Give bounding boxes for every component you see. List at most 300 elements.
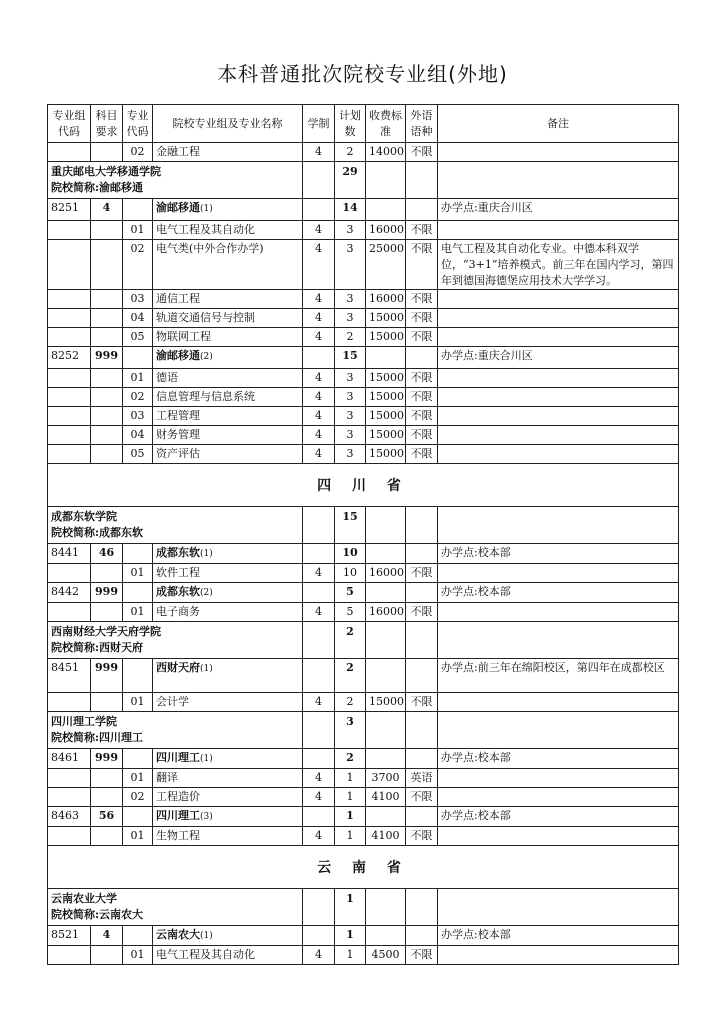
table-cell: 翻译 bbox=[153, 769, 303, 788]
page-title: 本科普通批次院校专业组(外地) bbox=[217, 62, 508, 86]
table-cell bbox=[438, 507, 679, 544]
province-title: 四 川 省 bbox=[48, 464, 679, 507]
table-cell bbox=[366, 544, 406, 564]
table-cell bbox=[406, 162, 438, 199]
table-row bbox=[48, 143, 679, 162]
table-cell: 4 bbox=[303, 328, 335, 347]
table-cell: 4 bbox=[303, 407, 335, 426]
table-cell bbox=[406, 889, 438, 926]
school-abbr: 院校简称:渝邮移通 bbox=[51, 181, 144, 194]
table-cell: 不限 bbox=[406, 240, 438, 290]
table-cell bbox=[406, 544, 438, 564]
table-cell: 15000 bbox=[366, 445, 406, 464]
table-cell bbox=[303, 926, 335, 946]
table-cell: 成都东软(1) bbox=[153, 544, 303, 564]
table-cell bbox=[406, 712, 438, 749]
table-cell bbox=[123, 749, 153, 769]
table-cell bbox=[366, 507, 406, 544]
table-cell: 3 bbox=[335, 445, 366, 464]
table-cell bbox=[91, 309, 123, 328]
table-cell bbox=[438, 564, 679, 583]
table-cell bbox=[303, 583, 335, 603]
table-cell: 不限 bbox=[406, 788, 438, 807]
table-cell: 16000 bbox=[366, 221, 406, 240]
table-cell bbox=[366, 347, 406, 369]
table-cell: 会计学 bbox=[153, 693, 303, 712]
major-row bbox=[48, 426, 679, 445]
table-cell: 4 bbox=[303, 426, 335, 445]
table-cell bbox=[438, 143, 679, 162]
table-cell: 4 bbox=[303, 445, 335, 464]
table-cell: 4 bbox=[303, 143, 335, 162]
table-cell bbox=[91, 407, 123, 426]
table-cell: 15000 bbox=[366, 426, 406, 445]
table-cell bbox=[303, 507, 335, 544]
table-cell: 不限 bbox=[406, 407, 438, 426]
table-cell bbox=[406, 507, 438, 544]
table-cell: 15000 bbox=[366, 407, 406, 426]
table-cell bbox=[48, 889, 303, 926]
table-cell: 10 bbox=[335, 544, 366, 564]
major-row bbox=[48, 240, 679, 290]
table-cell: 办学点:校本部 bbox=[438, 544, 679, 564]
table-cell: 工程造价 bbox=[153, 788, 303, 807]
table-cell: 3 bbox=[335, 221, 366, 240]
table-cell: 办学点:前三年在绵阳校区，第四年在成都校区 bbox=[438, 659, 679, 693]
table-cell: 15000 bbox=[366, 693, 406, 712]
province-row bbox=[48, 464, 679, 507]
table-cell: 物联网工程 bbox=[153, 328, 303, 347]
major-row bbox=[48, 603, 679, 622]
table-cell: 01 bbox=[123, 827, 153, 846]
table-cell: 8442 bbox=[48, 583, 91, 603]
table-cell: 15000 bbox=[366, 328, 406, 347]
table-cell bbox=[303, 889, 335, 926]
table-cell bbox=[438, 603, 679, 622]
table-cell: 不限 bbox=[406, 221, 438, 240]
group-row bbox=[48, 807, 679, 827]
admission-table bbox=[47, 104, 679, 965]
table-cell: 03 bbox=[123, 290, 153, 309]
table-cell: 01 bbox=[123, 693, 153, 712]
table-cell bbox=[303, 659, 335, 693]
table-cell bbox=[91, 769, 123, 788]
table-cell: 14 bbox=[335, 199, 366, 221]
table-cell: 8463 bbox=[48, 807, 91, 827]
school-abbr: 院校简称:成都东软 bbox=[51, 526, 144, 539]
major-row bbox=[48, 788, 679, 807]
table-cell: 工程管理 bbox=[153, 407, 303, 426]
major-row bbox=[48, 290, 679, 309]
header-plan: 计划数 bbox=[335, 105, 366, 143]
table-cell bbox=[406, 199, 438, 221]
table-cell: 资产评估 bbox=[153, 445, 303, 464]
table-cell: 办学点:校本部 bbox=[438, 926, 679, 946]
table-cell bbox=[438, 445, 679, 464]
header-note: 备注 bbox=[438, 105, 679, 143]
table-cell bbox=[438, 693, 679, 712]
table-cell: 电气工程及其自动化专业。中德本科双学位，“3+1”培养模式。前三年在国内学习，第四年到德国海德堡应用技术大学学习。 bbox=[438, 240, 679, 290]
table-cell: 金融工程 bbox=[153, 143, 303, 162]
table-cell bbox=[91, 564, 123, 583]
table-cell: 4 bbox=[303, 240, 335, 290]
table-cell: 办学点:重庆合川区 bbox=[438, 347, 679, 369]
table-cell bbox=[48, 240, 91, 290]
header-group-code: 专业组代码 bbox=[48, 105, 91, 143]
table-cell bbox=[406, 347, 438, 369]
school-name: 西南财经大学天府学院 bbox=[51, 625, 161, 638]
table-cell bbox=[91, 788, 123, 807]
header-fee: 收费标准 bbox=[366, 105, 406, 143]
table-cell bbox=[438, 388, 679, 407]
table-cell: 15000 bbox=[366, 369, 406, 388]
table-cell: 4 bbox=[303, 221, 335, 240]
table-cell bbox=[366, 659, 406, 693]
group-row bbox=[48, 926, 679, 946]
table-cell: 04 bbox=[123, 309, 153, 328]
table-cell bbox=[406, 583, 438, 603]
group-row bbox=[48, 544, 679, 564]
header-major-code: 专业代码 bbox=[123, 105, 153, 143]
major-row bbox=[48, 769, 679, 788]
table-cell: 16000 bbox=[366, 603, 406, 622]
table-cell bbox=[438, 407, 679, 426]
table-cell: 1 bbox=[335, 827, 366, 846]
table-cell: 04 bbox=[123, 426, 153, 445]
header-subject: 科目要求 bbox=[91, 105, 123, 143]
table-cell bbox=[123, 544, 153, 564]
table-cell: 英语 bbox=[406, 769, 438, 788]
table-cell bbox=[48, 309, 91, 328]
table-cell bbox=[48, 445, 91, 464]
table-cell: 2 bbox=[335, 749, 366, 769]
table-cell bbox=[48, 162, 303, 199]
province-title: 云 南 省 bbox=[48, 846, 679, 889]
table-cell: 03 bbox=[123, 407, 153, 426]
table-cell bbox=[438, 712, 679, 749]
table-cell: 4 bbox=[303, 290, 335, 309]
table-cell: 财务管理 bbox=[153, 426, 303, 445]
table-cell: 德语 bbox=[153, 369, 303, 388]
table-cell bbox=[438, 328, 679, 347]
table-cell: 1 bbox=[335, 889, 366, 926]
table-cell bbox=[438, 309, 679, 328]
table-cell bbox=[48, 290, 91, 309]
table-cell bbox=[366, 749, 406, 769]
table-cell: 4 bbox=[303, 827, 335, 846]
table-cell: 3 bbox=[335, 369, 366, 388]
table-cell bbox=[438, 426, 679, 445]
table-cell: 2 bbox=[335, 143, 366, 162]
table-cell: 4 bbox=[303, 564, 335, 583]
table-cell bbox=[48, 507, 303, 544]
major-row bbox=[48, 946, 679, 965]
table-cell: 不限 bbox=[406, 827, 438, 846]
table-cell bbox=[123, 583, 153, 603]
table-cell: 999 bbox=[91, 659, 123, 693]
table-cell: 1 bbox=[335, 788, 366, 807]
table-cell bbox=[91, 388, 123, 407]
table-cell: 8451 bbox=[48, 659, 91, 693]
table-cell: 8251 bbox=[48, 199, 91, 221]
table-cell bbox=[91, 240, 123, 290]
table-cell: 4 bbox=[303, 309, 335, 328]
table-cell: 4 bbox=[303, 693, 335, 712]
table-cell: 01 bbox=[123, 946, 153, 965]
table-cell bbox=[303, 807, 335, 827]
table-cell bbox=[438, 769, 679, 788]
table-cell bbox=[438, 290, 679, 309]
table-cell: 8441 bbox=[48, 544, 91, 564]
table-cell bbox=[438, 827, 679, 846]
header-name: 院校专业组及专业名称 bbox=[153, 105, 303, 143]
table-cell: 3 bbox=[335, 712, 366, 749]
table-cell: 02 bbox=[123, 240, 153, 290]
table-cell bbox=[366, 712, 406, 749]
table-cell: 渝邮移通(1) bbox=[153, 199, 303, 221]
table-cell bbox=[48, 827, 91, 846]
table-cell bbox=[91, 328, 123, 347]
table-cell: 16000 bbox=[366, 290, 406, 309]
table-cell bbox=[48, 221, 91, 240]
table-cell: 渝邮移通(2) bbox=[153, 347, 303, 369]
school-row bbox=[48, 507, 679, 544]
table-cell: 四川理工(1) bbox=[153, 749, 303, 769]
table-cell: 4 bbox=[303, 603, 335, 622]
table-cell: 不限 bbox=[406, 946, 438, 965]
major-row bbox=[48, 309, 679, 328]
table-cell bbox=[303, 622, 335, 659]
table-cell: 15000 bbox=[366, 309, 406, 328]
table-cell: 办学点:校本部 bbox=[438, 807, 679, 827]
school-abbr: 院校简称:西财天府 bbox=[51, 641, 144, 654]
table-cell: 29 bbox=[335, 162, 366, 199]
table-cell: 8252 bbox=[48, 347, 91, 369]
major-row bbox=[48, 388, 679, 407]
table-cell: 不限 bbox=[406, 328, 438, 347]
table-cell: 4500 bbox=[366, 946, 406, 965]
table-cell: 2 bbox=[335, 622, 366, 659]
table-cell bbox=[123, 926, 153, 946]
table-cell: 4 bbox=[303, 788, 335, 807]
table-cell: 信息管理与信息系统 bbox=[153, 388, 303, 407]
table-cell bbox=[48, 328, 91, 347]
table-cell: 4 bbox=[91, 926, 123, 946]
table-cell: 999 bbox=[91, 583, 123, 603]
table-cell: 办学点:校本部 bbox=[438, 749, 679, 769]
major-row bbox=[48, 369, 679, 388]
table-cell: 电气工程及其自动化 bbox=[153, 946, 303, 965]
header-row bbox=[48, 105, 679, 143]
school-name: 成都东软学院 bbox=[51, 510, 117, 523]
table-cell: 8461 bbox=[48, 749, 91, 769]
table-cell bbox=[91, 946, 123, 965]
table-cell bbox=[91, 603, 123, 622]
table-cell: 05 bbox=[123, 328, 153, 347]
table-cell bbox=[91, 693, 123, 712]
table-cell: 2 bbox=[335, 693, 366, 712]
table-cell: 3 bbox=[335, 388, 366, 407]
table-cell bbox=[438, 221, 679, 240]
table-cell bbox=[438, 946, 679, 965]
table-cell bbox=[48, 369, 91, 388]
table-cell: 不限 bbox=[406, 143, 438, 162]
table-cell bbox=[91, 290, 123, 309]
table-cell: 1 bbox=[335, 946, 366, 965]
table-cell: 999 bbox=[91, 347, 123, 369]
table-cell: 4 bbox=[91, 199, 123, 221]
table-cell bbox=[48, 564, 91, 583]
table-cell: 3 bbox=[335, 309, 366, 328]
table-cell bbox=[438, 889, 679, 926]
table-cell: 电子商务 bbox=[153, 603, 303, 622]
table-cell: 办学点:校本部 bbox=[438, 583, 679, 603]
table-cell: 1 bbox=[335, 926, 366, 946]
school-row bbox=[48, 889, 679, 926]
table-cell: 1 bbox=[335, 769, 366, 788]
table-cell: 西财天府(1) bbox=[153, 659, 303, 693]
table-cell bbox=[123, 199, 153, 221]
major-row bbox=[48, 221, 679, 240]
table-cell: 4 bbox=[303, 369, 335, 388]
table-cell: 25000 bbox=[366, 240, 406, 290]
table-cell bbox=[406, 659, 438, 693]
table-cell: 不限 bbox=[406, 603, 438, 622]
table-cell: 3 bbox=[335, 240, 366, 290]
table-cell: 2 bbox=[335, 328, 366, 347]
table-cell: 不限 bbox=[406, 388, 438, 407]
table-cell bbox=[406, 807, 438, 827]
table-cell: 5 bbox=[335, 583, 366, 603]
table-cell bbox=[48, 388, 91, 407]
table-cell: 15 bbox=[335, 347, 366, 369]
school-name: 云南农业大学 bbox=[51, 892, 117, 905]
table-cell: 不限 bbox=[406, 693, 438, 712]
table-cell bbox=[48, 788, 91, 807]
table-cell: 16000 bbox=[366, 564, 406, 583]
table-cell: 轨道交通信号与控制 bbox=[153, 309, 303, 328]
table-cell: 999 bbox=[91, 749, 123, 769]
table-cell: 01 bbox=[123, 769, 153, 788]
table-cell bbox=[48, 946, 91, 965]
table-cell bbox=[438, 622, 679, 659]
table-cell bbox=[303, 347, 335, 369]
table-cell: 01 bbox=[123, 564, 153, 583]
table-cell: 1 bbox=[335, 807, 366, 827]
table-cell: 电气类(中外合作办学) bbox=[153, 240, 303, 290]
table-cell bbox=[438, 369, 679, 388]
table-cell: 56 bbox=[91, 807, 123, 827]
table-cell: 02 bbox=[123, 388, 153, 407]
table-cell bbox=[406, 926, 438, 946]
table-cell bbox=[48, 712, 303, 749]
table-cell: 02 bbox=[123, 788, 153, 807]
table-cell bbox=[438, 162, 679, 199]
table-cell: 4 bbox=[303, 769, 335, 788]
table-cell: 不限 bbox=[406, 445, 438, 464]
province-row bbox=[48, 846, 679, 889]
group-row bbox=[48, 347, 679, 369]
table-cell: 4100 bbox=[366, 788, 406, 807]
table-cell bbox=[48, 407, 91, 426]
table-cell: 办学点:重庆合川区 bbox=[438, 199, 679, 221]
table-cell: 不限 bbox=[406, 564, 438, 583]
table-cell: 不限 bbox=[406, 309, 438, 328]
table-cell: 05 bbox=[123, 445, 153, 464]
table-cell: 4 bbox=[303, 946, 335, 965]
table-cell bbox=[48, 143, 91, 162]
school-abbr: 院校简称:云南农大 bbox=[51, 908, 144, 921]
table-cell: 02 bbox=[123, 143, 153, 162]
table-cell bbox=[303, 749, 335, 769]
school-row bbox=[48, 712, 679, 749]
table-cell: 46 bbox=[91, 544, 123, 564]
school-name: 重庆邮电大学移通学院 bbox=[51, 165, 161, 178]
table-cell: 01 bbox=[123, 221, 153, 240]
table-cell bbox=[303, 544, 335, 564]
table-cell bbox=[366, 199, 406, 221]
table-cell: 四川理工(3) bbox=[153, 807, 303, 827]
table-cell bbox=[366, 583, 406, 603]
table-cell: 不限 bbox=[406, 290, 438, 309]
table-cell: 3 bbox=[335, 290, 366, 309]
table-cell: 15000 bbox=[366, 388, 406, 407]
table-cell bbox=[438, 788, 679, 807]
table-cell bbox=[406, 749, 438, 769]
table-cell bbox=[91, 445, 123, 464]
table-cell bbox=[48, 603, 91, 622]
school-row bbox=[48, 162, 679, 199]
table-cell: 8521 bbox=[48, 926, 91, 946]
table-cell bbox=[91, 221, 123, 240]
table-cell: 2 bbox=[335, 659, 366, 693]
table-cell bbox=[366, 926, 406, 946]
table-cell bbox=[48, 622, 303, 659]
table-cell: 生物工程 bbox=[153, 827, 303, 846]
table-cell: 云南农大(1) bbox=[153, 926, 303, 946]
header-years: 学制 bbox=[303, 105, 335, 143]
table-cell: 3700 bbox=[366, 769, 406, 788]
table-cell: 4100 bbox=[366, 827, 406, 846]
table-cell: 电气工程及其自动化 bbox=[153, 221, 303, 240]
table-cell bbox=[91, 827, 123, 846]
table-cell bbox=[406, 622, 438, 659]
table-cell bbox=[48, 426, 91, 445]
group-row bbox=[48, 749, 679, 769]
table-cell bbox=[123, 347, 153, 369]
group-row bbox=[48, 199, 679, 221]
table-cell: 成都东软(2) bbox=[153, 583, 303, 603]
table-cell: 软件工程 bbox=[153, 564, 303, 583]
table-cell bbox=[303, 712, 335, 749]
table-cell bbox=[366, 162, 406, 199]
table-cell bbox=[303, 199, 335, 221]
major-row bbox=[48, 328, 679, 347]
table-cell: 01 bbox=[123, 603, 153, 622]
major-row bbox=[48, 693, 679, 712]
table-cell: 不限 bbox=[406, 369, 438, 388]
table-cell: 4 bbox=[303, 388, 335, 407]
group-row bbox=[48, 583, 679, 603]
table-cell bbox=[366, 889, 406, 926]
table-cell: 3 bbox=[335, 407, 366, 426]
table-cell bbox=[48, 693, 91, 712]
table-cell: 10 bbox=[335, 564, 366, 583]
table-cell: 通信工程 bbox=[153, 290, 303, 309]
table-cell: 不限 bbox=[406, 426, 438, 445]
major-row bbox=[48, 564, 679, 583]
major-row bbox=[48, 445, 679, 464]
